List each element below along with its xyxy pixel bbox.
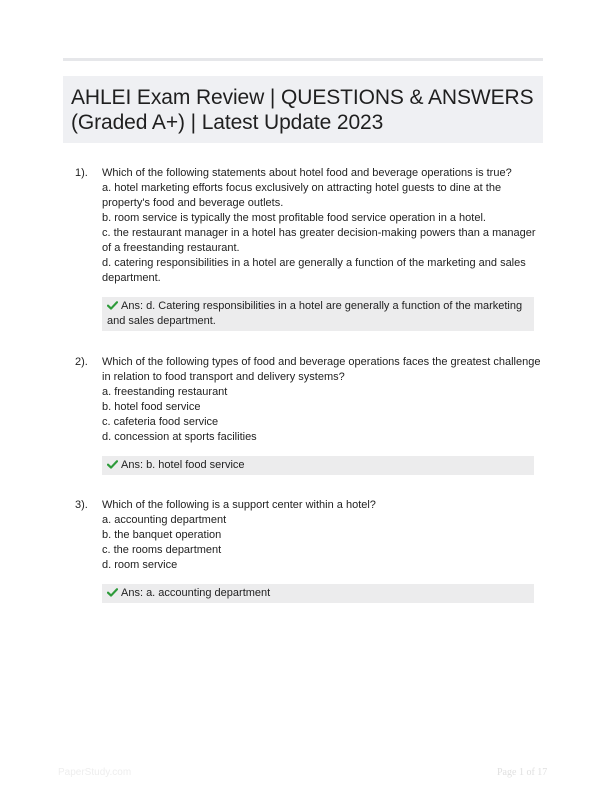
question-body <box>102 166 542 286</box>
question-option: d. concession at sports facilities <box>102 431 257 443</box>
answer-box <box>102 297 534 331</box>
question-option: d. catering responsibilities in a hotel are generally a function of the marketing and sales department. <box>102 257 526 284</box>
title-banner <box>63 76 543 143</box>
document-title <box>71 85 535 135</box>
title-line-1: AHLEI Exam Review | QUESTIONS & ANSWERS <box>71 86 534 109</box>
question-option: c. the rooms department <box>102 544 222 556</box>
check-icon <box>107 301 118 310</box>
check-icon <box>107 588 118 597</box>
answer-box <box>102 456 534 475</box>
answer-text: Ans: a. accounting department <box>121 587 271 599</box>
question-option: d. room service <box>102 559 178 571</box>
question-body <box>102 498 542 573</box>
question-number: 1). <box>75 167 88 179</box>
top-divider <box>63 58 543 61</box>
question-option: a. accounting department <box>102 514 227 526</box>
question-prompt: Which of the following is a support center within a hotel? <box>102 499 376 511</box>
page-number: Page 1 of 17 <box>497 767 548 778</box>
question-body <box>102 355 542 445</box>
question-option: a. hotel marketing efforts focus exclusively on attracting hotel guests to dine at the property's food and beverage outlets. <box>102 182 502 209</box>
question-number: 3). <box>75 499 88 511</box>
answer-box <box>102 584 534 603</box>
question-option: c. cafeteria food service <box>102 416 219 428</box>
question-option: b. the banquet operation <box>102 529 222 541</box>
question-option: b. room service is typically the most profitable food service operation in a hotel. <box>102 212 486 224</box>
question-option: b. hotel food service <box>102 401 201 413</box>
title-line-2: (Graded A+) | Latest Update 2023 <box>71 111 384 134</box>
answer-text: Ans: d. Catering responsibilities in a hotel are generally a function of the marketing and sales department. <box>107 300 523 327</box>
check-icon <box>107 460 118 469</box>
question-prompt: Which of the following types of food and beverage operations faces the greatest challenge in relation to food transport and delivery systems? <box>102 356 541 383</box>
question-option: c. the restaurant manager in a hotel has greater decision-making powers than a manager of a freestanding restaurant. <box>102 227 536 254</box>
question-number: 2). <box>75 356 88 368</box>
answer-text: Ans: b. hotel food service <box>121 459 245 471</box>
question-prompt: Which of the following statements about hotel food and beverage operations is true? <box>102 167 512 179</box>
footer-watermark: PaperStudy.com <box>58 767 132 778</box>
question-option: a. freestanding restaurant <box>102 386 228 398</box>
